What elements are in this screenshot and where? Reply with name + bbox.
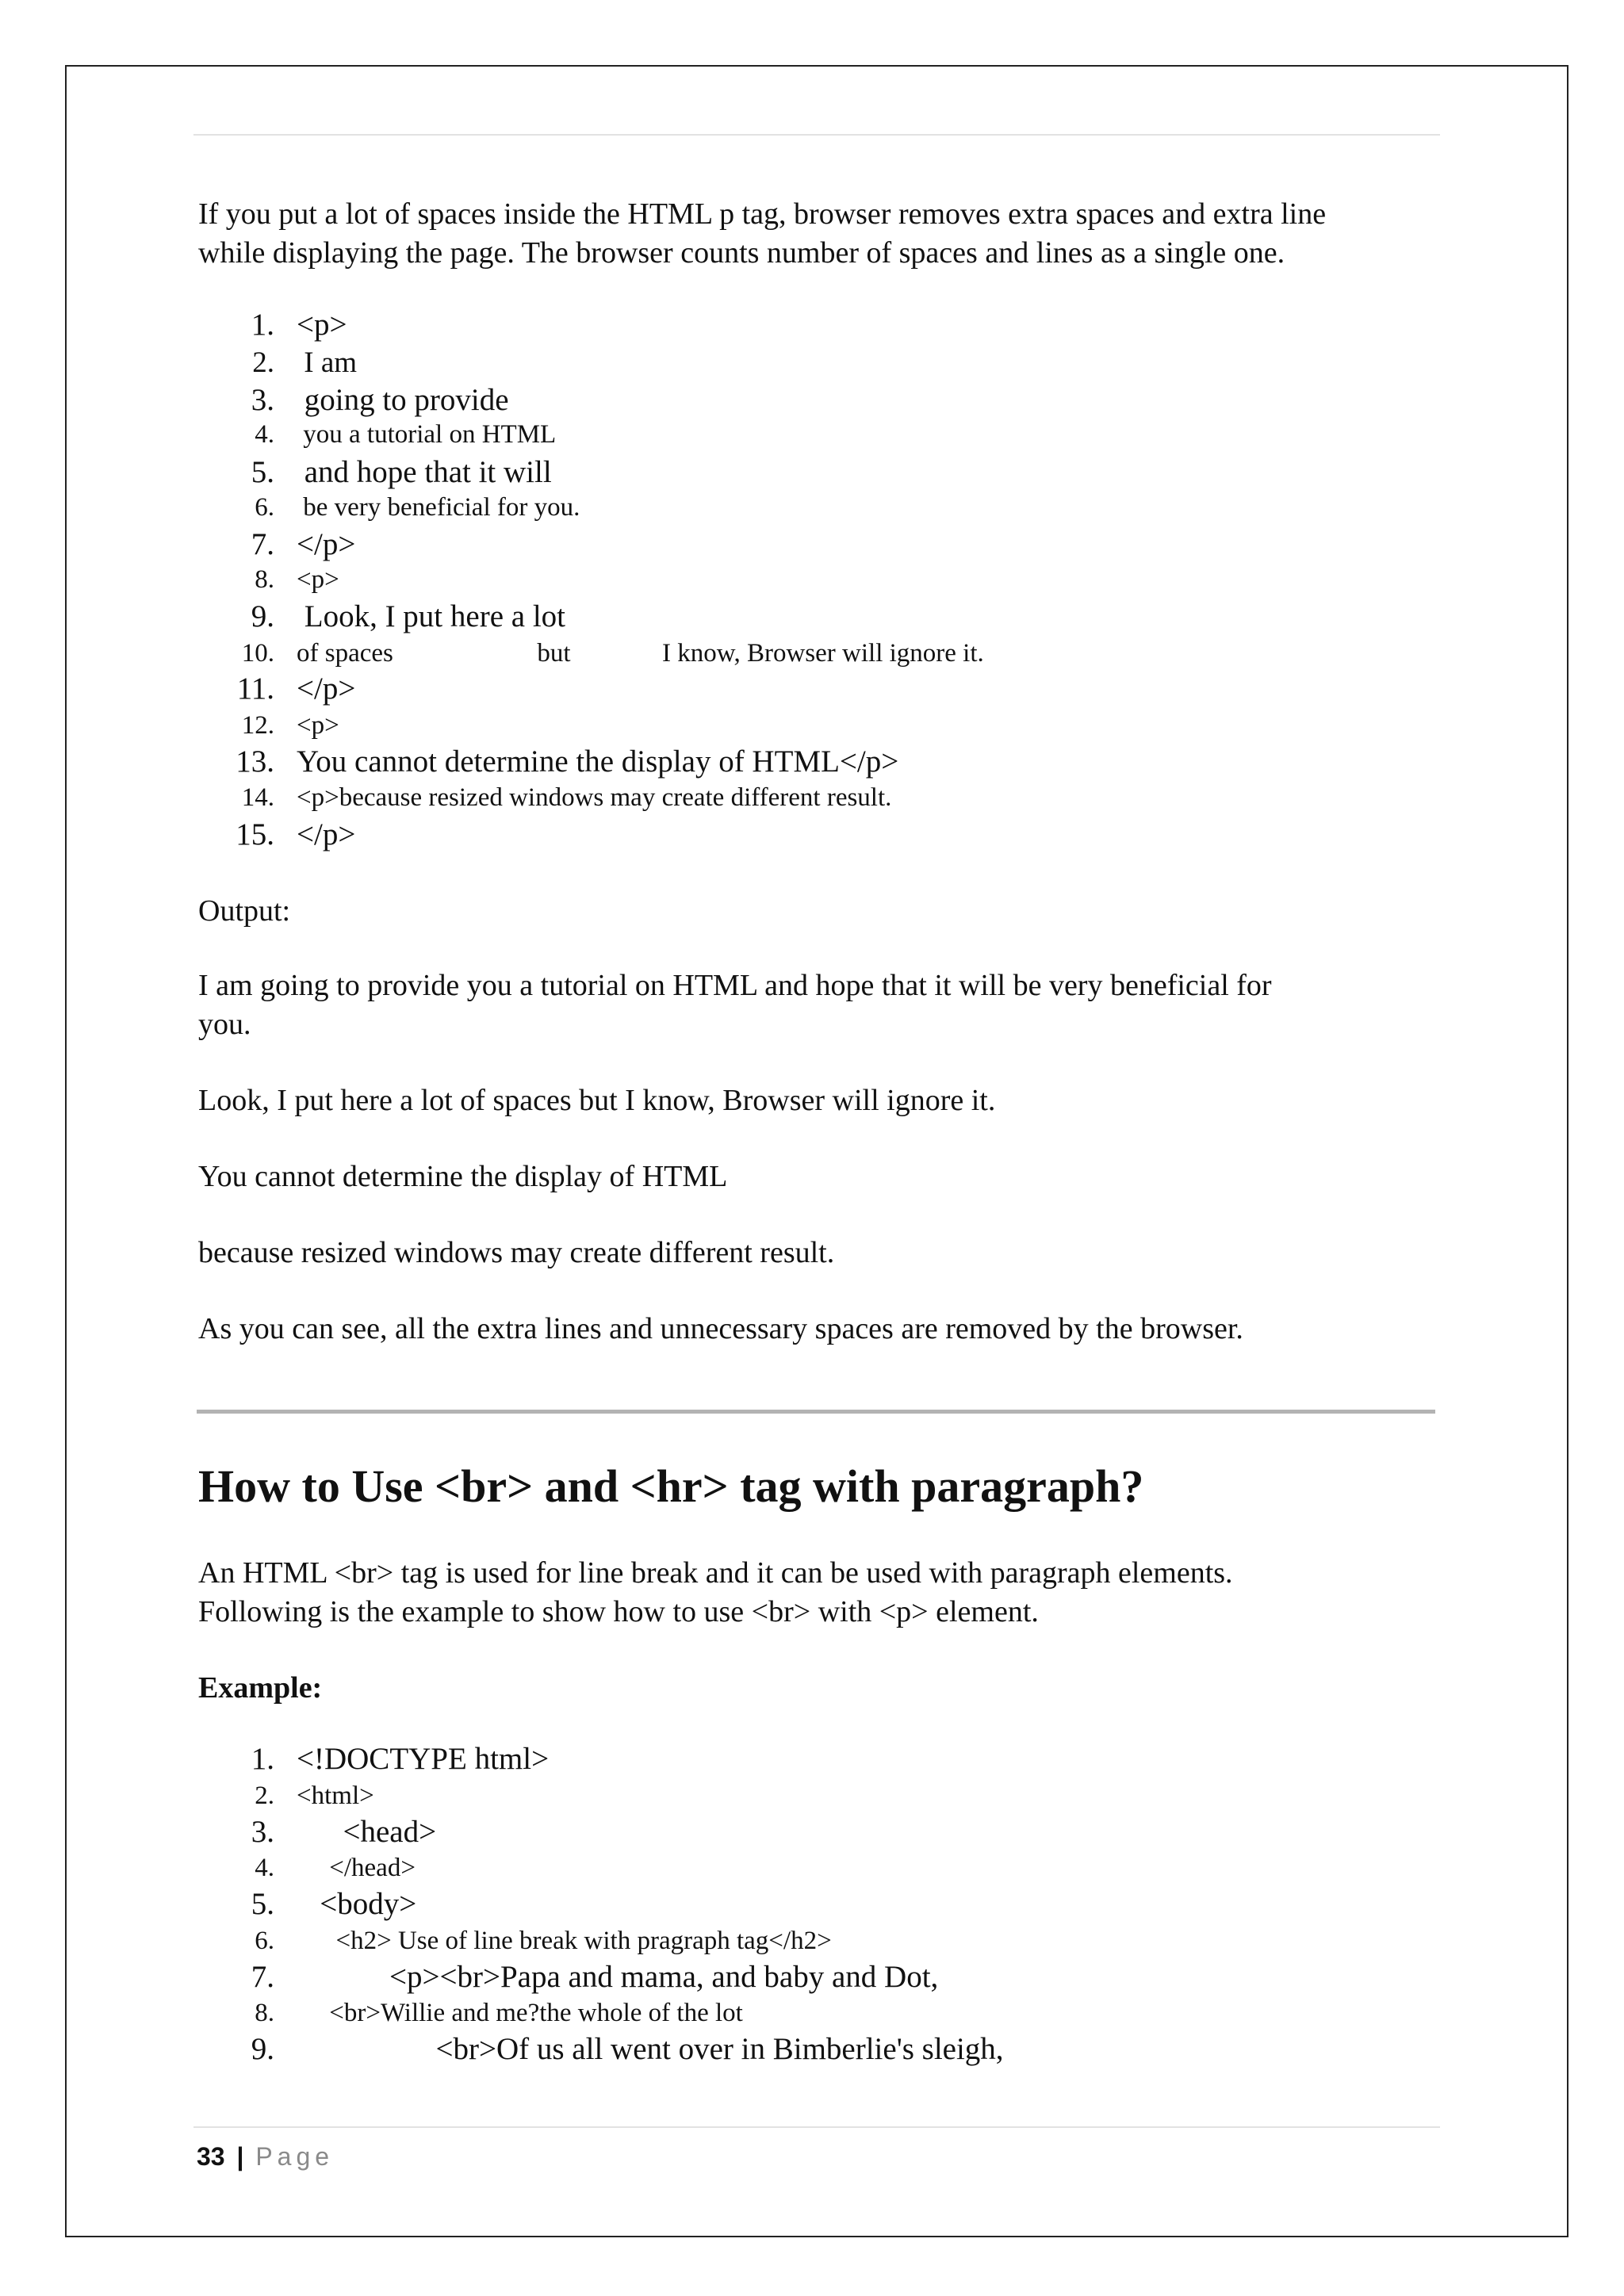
intro-paragraph-line-1: If you put a lot of spaces inside the HTML p tag, browser removes extra spaces and extra line xyxy=(198,197,1327,231)
output-paragraph-1-line-1: I am going to provide you a tutorial on HTML and hope that it will be very beneficial for xyxy=(198,969,1272,1002)
footer-separator: | xyxy=(236,2142,244,2171)
footer-rule xyxy=(193,2126,1440,2128)
page-border xyxy=(65,65,1568,2237)
section-divider xyxy=(197,1410,1435,1414)
output-paragraph-1-line-2: you. xyxy=(198,1008,251,1041)
output-label: Output: xyxy=(198,894,291,928)
section-intro-line-2: Following is the example to show how to use <br> with <p> element. xyxy=(198,1595,1039,1628)
output-paragraph-2: Look, I put here a lot of spaces but I know, Browser will ignore it. xyxy=(198,1084,996,1117)
output-paragraph-4: because resized windows may create different result. xyxy=(198,1236,835,1269)
section-heading: How to Use <br> and <hr> tag with paragraph? xyxy=(198,1460,1144,1512)
section-intro-line-1: An HTML <br> tag is used for line break and it can be used with paragraph elements. xyxy=(198,1556,1233,1590)
page-footer xyxy=(197,2141,334,2172)
page-number: 33 xyxy=(197,2142,225,2171)
output-paragraph-3: You cannot determine the display of HTML xyxy=(198,1160,728,1193)
header-rule xyxy=(193,134,1440,136)
summary-text: As you can see, all the extra lines and unnecessary spaces are removed by the browser. xyxy=(198,1312,1243,1345)
page-label: Page xyxy=(255,2142,335,2171)
example-label: Example: xyxy=(198,1671,323,1705)
intro-paragraph-line-2: while displaying the page. The browser counts number of spaces and lines as a single one. xyxy=(198,236,1285,270)
